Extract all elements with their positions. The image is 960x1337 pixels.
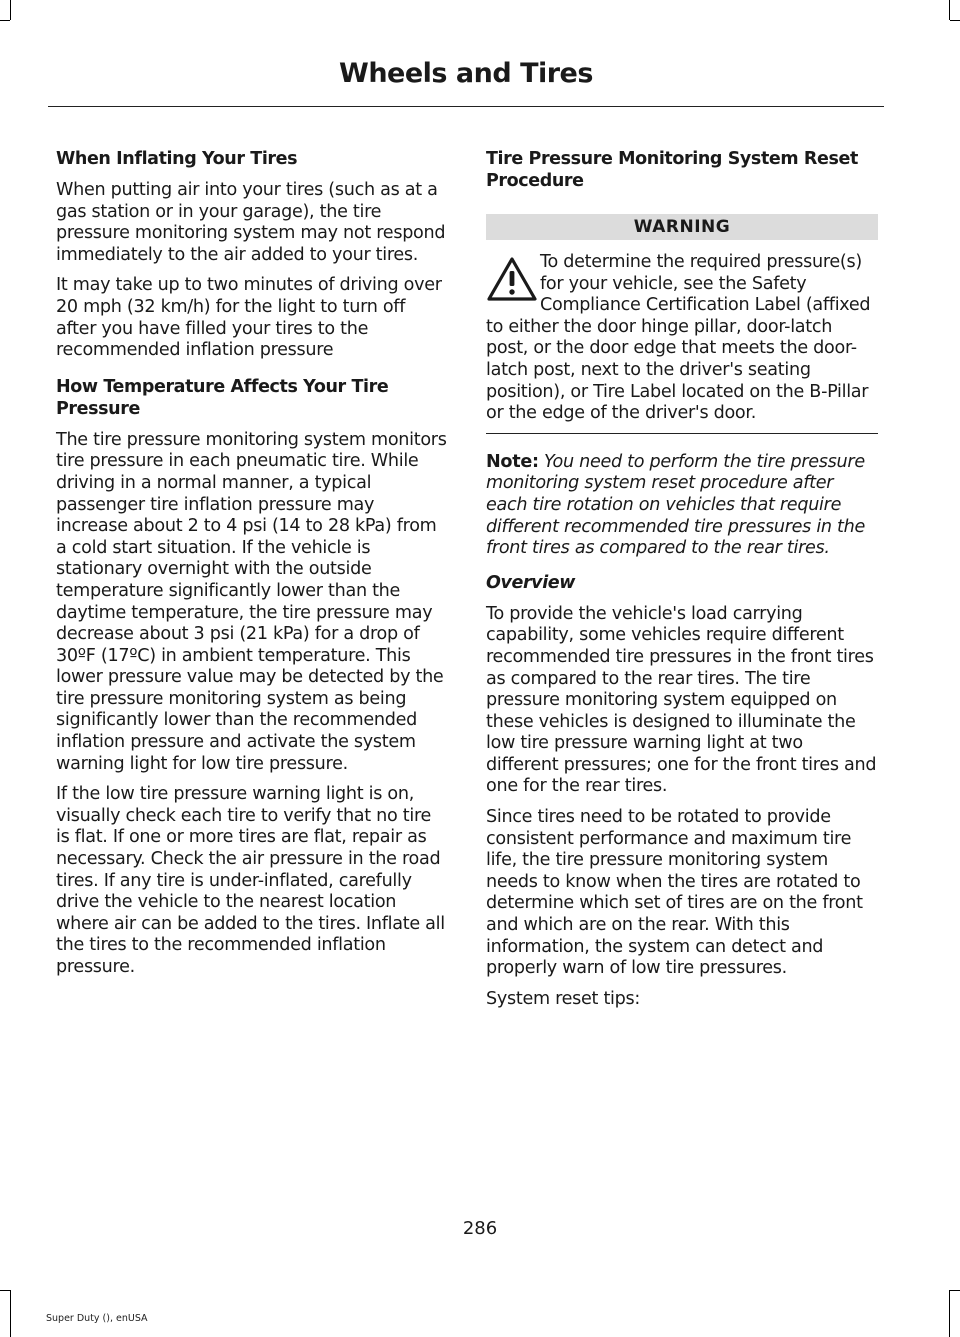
warning-body [486, 240, 878, 434]
left-column [56, 148, 448, 988]
paragraph: Since tires need to be rotated to provide consistent performance and maximum tire life, the tire pressure monitoring system needs to know when the tires are rotated to determine which set of tires are on the front and which are on the rear. With this information, the system can detect and properly warn of low tire pressures. [486, 807, 863, 979]
page-title: Wheels and Tires [339, 58, 593, 89]
crop-mark [949, 1290, 950, 1337]
right-column [486, 148, 878, 1019]
page-number: 286 [462, 1218, 498, 1239]
paragraph: It may take up to two minutes of driving over 20 mph (32 km/h) for the light to turn off after you have filled your tires to the recommended inflation pressure [56, 275, 442, 361]
note-label: Note: [486, 451, 539, 472]
paragraph: When putting air into your tires (such as at a gas station or in your garage), the tire pressure monitoring system may not respond immediately to the air added to your tires. [56, 180, 446, 265]
crop-mark [0, 20, 10, 21]
note [486, 452, 878, 560]
section-heading-temperature: How Temperature Affects Your Tire Pressure [56, 376, 389, 419]
warning-triangle-icon [486, 256, 538, 302]
section-heading-inflating: When Inflating Your Tires [56, 149, 298, 169]
crop-mark [949, 0, 950, 20]
footer-edition: Super Duty (), enUSA [46, 1313, 148, 1324]
section-heading-reset-procedure: Tire Pressure Monitoring System Reset Procedure [486, 149, 858, 191]
section-heading-overview: Overview [486, 572, 576, 593]
header-divider [48, 106, 884, 107]
crop-mark [0, 1290, 10, 1291]
crop-mark [950, 20, 960, 21]
paragraph: To provide the vehicle's load carrying capability, some vehicles require different recommended tire pressures in the front tires as compared to the rear tires. The tire pressure monitoring system equipped on these vehicles is designed to illuminate the low tire pressure warning light at two different pressures; one for the front tires and one for the rear tires. [486, 603, 877, 797]
crop-mark [10, 1290, 11, 1337]
warning-title: WARNING [486, 214, 878, 240]
warning-box [486, 214, 878, 434]
crop-mark [950, 1290, 960, 1291]
paragraph: The tire pressure monitoring system monitors tire pressure in each pneumatic tire. While driving in a normal manner, a typical passenger tire inflation pressure may increase about 2 to 4 psi (14 to 28 kPa) from a cold start situation. If the vehicle is stationary overnight with the outside temperature significantly lower than the daytime temperature, the tire pressure may decrease about 3 psi (21 kPa) for a drop of 30ºF (17ºC) in ambient temperature. This lower pressure value may be detected by the tire pressure monitoring system as being significantly lower than the recommended inflation pressure and activate the system warning light for low tire pressure. [56, 429, 447, 774]
paragraph: System reset tips: [486, 988, 641, 1009]
paragraph: If the low tire pressure warning light is on, visually check each tire to verify that no tire is flat. If one or more tires are flat, repair as necessary. Check the air pressure in the road tires. If any tire is under-inflated, carefully drive the vehicle to the nearest location where air can be added to the tires. Inflate all the tires to the recommended inflation pressure. [56, 784, 445, 977]
warning-text: To determine the required pressure(s) for your vehicle, see the Safety Compliance Certification Label (affixed to either the door hinge pillar, door-latch post, or the door edge that meets the door-latch post, next to the driver's seating position), or Tire Label located on the B-Pillar or the edge of the driver's door. [486, 252, 871, 424]
note-text: You need to perform the tire pressure monitoring system reset procedure after each tire rotation on vehicles that require different recommended tire pressures in the front tires as compared to the rear tires. [486, 451, 866, 559]
crop-mark [10, 0, 11, 20]
